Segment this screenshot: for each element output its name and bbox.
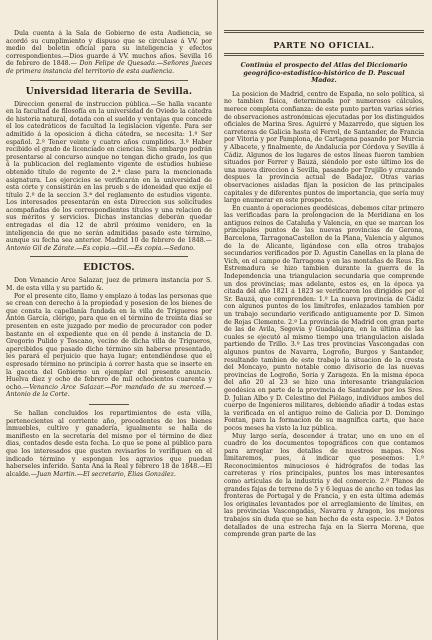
edicto-2-signature: Venancio Arce Salazar.—Por mandado de su merced.—Antonio de la Corte.: [6, 383, 212, 399]
section-bottom-rule: [224, 53, 424, 56]
edicto-2: [6, 293, 212, 399]
edicto-3-text: Se hallan concluidos los repartimientos de esta villa, pertenecientes al corriente año, procedentes de los bienes inmuebles, cultivo y ganadería, igualmente se halla de manifiesto en la secretaría del mismo por el término de diez dias, contados desde esta fecha. Lo que se pone al público para que los interesados que gusten revisarlos lo verifiquen en el indicado término y espongan los agravios que puedan haberseles inferido. Santa Ana la Real y febrero 18 de 1848.—El alcalde.—: [6, 409, 212, 478]
section-rule: [30, 256, 188, 257]
ruling-text: Dula cuenta á la Sala de Gobierno de esta Audiencia, se acordó su cumplimiento y dispuso que se circulase á VV. por medio del boletin oficial para su inteligencia y efectos correspondientes.—Dios guarde á VV. muchos años. Sevilla 16 de febrero de 1848.—: [6, 30, 212, 68]
ruling-paragraph: [6, 30, 212, 76]
section-top-rule: [224, 30, 424, 33]
edicto-separator: [89, 404, 129, 405]
edicto-2-text: Por el presente cito, llamo y emplazo á todas las personas que se crean con derecho á la propiedad y posesion de los bienes de que consta la capellanía fundada en la villa de Trigueros por Antón García, clérigo, para que en el término de treinta dias se presenten en este juzgado por medio de procurador con poder bastante en el expediente que en él pende á instancia de D. Gregorio Pulido y Toscano, vecino de dicha villa de Trigueros, apercibidos que pasado dicho término sin haberse presentado, les parará el perjuicio que haya lugar; entendiéndose que el espresado término no principia á correr hasta que se inserte en la gaceta del Gobierno un ejemplar del presente anuncio. Huelva diez y ocho de febrero de mil ochocientos cuarenta y ocho.—: [6, 292, 212, 391]
left-column: [6, 30, 212, 636]
edicto-1: Don Venancio Arce Salazar, juez de primera instancia por S. M. de esta villa y su partido &.: [6, 277, 212, 293]
parte-no-oficial-title: PARTE NO OFICIAL.: [273, 40, 375, 50]
university-title: Universidad literaria de Sevilla.: [25, 86, 193, 97]
edictos-title: EDICTOS.: [83, 263, 135, 274]
section-rule: [30, 80, 188, 81]
edicto-3: [6, 410, 212, 478]
prospectus-paragraph-1: La posicion de Madrid, centro de España, no solo política, si no tambien física, determinada por numerosos cálculos, merece completa confianza: de este punto parten varias séries de observaciones astronómicas ejecutadas por los distinguidos oficiales de Marina Sres. Aguirre y Mazarredo, que siguen los carreteras de Galicia hasta el Ferrol, de Santander, de Francia por Vitoria y por Pamplona, de Cartagena pasando por Murcia y Albacete, y finalmente, de Andalucía por Córdova y Sevilla á Cádiz. Algunos de los lugares de estos líneas fueron tambien situados por Ferrer y Bauzá, siéndolo por este último los de una nueva direccion á Sevilla, pasando por Trujillo y cruzando despues la provincia actual de Badajoz. Otras varias observaciones aisladas fijan la posicion de las principales capitales y de diferentes puntos de importancia, que sería muy largo enumerar en este prospecto.: [224, 90, 424, 205]
university-signature: Antonio Gil de Zárate.—Es copia.—Gil.—Es copia.—Sedano.: [6, 244, 196, 252]
university-text: Direccion general de instruccion pública.—Se halla vacante en la facultad de filosofía en la universidad de Oviedo la cátedra de historia natural, dotada con el sueldo y ventajas que concede el los catedráticos de facultad la legislacion vigente. Para ser admitido á la oposicion á dicha cátedra, se necesita: 1.º Ser español. 2.º Tener veinte y cuatro años cumplidos. 3.º Haber recibido el grado de licenciado en ciencias. Sin embargo podrán presentarse al concurso aunque no tengan dicho grado, los que á la publicacion del reglamento vigente de estudios hubiese obtenido título de regente de 2.ª clase para la mencionada asignatura. Los ejercicios se verificarán en la universidad de esta córte y consistirán en las prueb s de idoneidad que exije el título 2.º de la seccion 3.ª del reglamento de estudios vigente. Los interesados presentarán en esta Direccion sus solicitudes acompañadas de los correspondientes títulos y una relacion de sus méritos y servicios. Dichas instancias deberán quedar entregadas el dia 12 de abril próximo venidero, en la inteligencia de que no serán admitidas pasado este término, aunque su fecha sea anterior. Madrid 10 de febrero de 1848.—: [6, 100, 212, 245]
column-divider: [217, 0, 218, 640]
university-paragraph: [6, 101, 212, 253]
edicto-3-signature: Juan Martin.—El secretario, Elias González.: [36, 470, 176, 478]
ruling-signature: Don Felipe de Quesada.—Señores Jueces de primera instancia del territorio de esta audiencia.: [6, 60, 212, 75]
atlas-prospectus-intro: Continúa el prospecto del Atlas del Diccionario geográfico-estadístico-histórico de D. Pascual Madoz.: [240, 62, 408, 85]
prospectus-paragraph-3: Muy largo sería, descender á tratar, uno en uno en el cuadro de los documentos topográficos con que contamos para arreglar los detalles de nuestros mapas. Nos limitaremos, pues, á indicar que poseemos: 1.º Reconocimientos minuciosos é hidrógrafos de todas las carreteras y ríos principales, puntos los mas interesantes como artículas de la industria y del comercio. 2.º Planos de grandes fajas de terreno de 5 y 6 leguas de ancho en todas las fronteras de Portugal y de Francia, y en esta última además los originales levantados por el arreglamiento de límites, en las provincias Vascongadas, Navarra y Aragon, los mejores trabajos sin duda que se han hecho de esta especie. 3.º Datos detallados de una estrecha faja en la Sierra Morena, que comprende gran parte de las: [224, 432, 424, 539]
prospectus-paragraph-2: En cuanto á operaciones geodésicas, debemos citar primero las verificadas para la prolongacion de la Meridiana en los antiguos reinos de Cataluña y Valencia, en que se marcan los principales puntos de las nuevas provincias de Gerona, Barcelona, TarragonaCastellon de la Plana, Valencia y algunos de la de Alicante, ligándose con ella otros trabajos secundarios verificados por D. Agustin Canellas en la plana de Vich, en el campo de Tarragona y en las montañas de Reus. En Estremadura se hizo tambien durante la guerra de la Independencia una triangulacion secundaria que comprende un dos provincias; mas adelante, estos es, en la época ya citada del año 1821 á 1823 se verificaron los dirigidos por el Sr. Bauzá, que comprenden: 1.º La nueva provincia de Cádiz con algunos puntos de los limítrofes, enlazados tambien por un trabajo secundario verificado antiguamente por D. Simon de Rojas Clemente. 2.º La provincia de Madrid con gran parte de las de Avila, Segovia y Guadalajara, en la última de las cuales se ejecutó al mismo tiempo una triangulacion aislada partiendo de Trillo. 3.º Las tres provincias Vascongadas con algunos puntos de Navarra, Logroño, Burgos y Santander, resultando tambien de este trabajo la situacion de la cresta del Moncayo, punto notable como divisorio de las nuevas provincias de Logroño, Soria y Zaragoza. En la misma época del año 20 al 23 se hizo una interesante triangulacion geodésica en parte de la provincia de Santander por los Sres. D. Julian Albo y D. Celestino del Piélago, individuos ambos del cuerpo de Ingenieros militares, debiendo añadir á todas estas la verificada en el antiguo reino de Galicia por D. Domingo Fontan, para la formacion de su magnífica carta, que hace pocos meses ha visto la luz pública.: [224, 204, 424, 432]
right-column: [224, 30, 424, 636]
